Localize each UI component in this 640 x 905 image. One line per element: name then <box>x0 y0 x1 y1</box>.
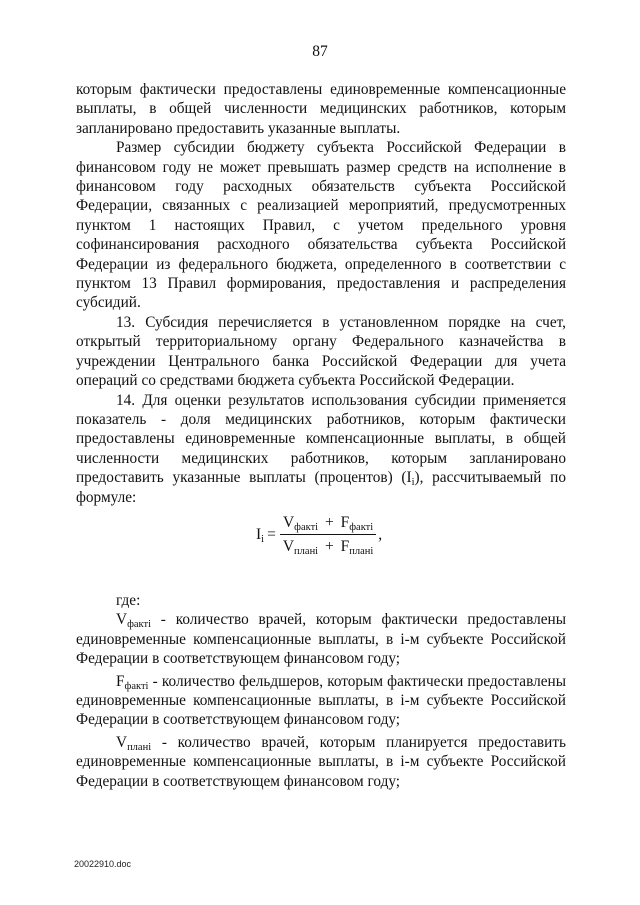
document-body <box>76 80 566 791</box>
page-number: 87 <box>312 43 328 60</box>
formula-lhs: $I_i$ <box>256 526 265 546</box>
formula-numerator: $V_{фактi} + F_{фактi}$ <box>280 513 376 535</box>
paragraph-14 <box>76 391 566 507</box>
definition-v-plan: $V_{планi}$ - количество врачей, которым планируется предоставить единовременные компенсационные выплаты, в i-м субъекте Российской Федерации в соответствующем финансовом году; <box>76 733 566 790</box>
paragraph-13: 13. Субсидия перечисляется в установленном порядке на счет, открытый территориальному органу Федерального казначейства в учреждении Центрального банка Российской Федерации для учета операций со средствами бюджета субъекта Российской Федерации. <box>76 313 566 390</box>
definition-symbol: $F_{фактi}$ <box>116 672 149 692</box>
footer-filename: 20022910.doc <box>74 859 132 869</box>
formula-block <box>76 507 566 591</box>
formula <box>256 513 382 557</box>
paragraph-subsidy-size: Размер субсидии бюджету субъекта Российской Федерации в финансовом году не может превышать размер средств на исполнение в финансовом году расходных обязательств субъекта Российской Федерации, связанных с реализацией мероприятий, предусмотренных пунктом 1 настоящих Правил, с учетом предельного уровня софинансирования расходного обязательства субъекта Российской Федерации из федерального бюджета, определенного в соответствии с пунктом 13 Правил формирования, предоставления и распределения субсидий. <box>76 139 566 312</box>
definition-symbol: $V_{планi}$ <box>116 733 152 753</box>
formula-comma: , <box>378 526 383 544</box>
formula-denominator: $V_{планi} + F_{планi}$ <box>282 538 374 558</box>
formula-equals: = <box>267 526 276 544</box>
definition-symbol: $V_{фактi}$ <box>116 611 151 631</box>
definition-f-fact: $F_{фактi}$ - количество фельдшеров, которым фактически предоставлены единовременные компенсационные выплаты, в i-м субъекте Российской Федерации в соответствующем финансовом году; <box>76 672 566 729</box>
paragraph-continuation: которым фактически предоставлены единовременные компенсационные выплаты, в общей численности медицинских работников, которым запланировано предоставить указанные выплаты. <box>76 81 566 137</box>
formula-fraction <box>280 513 376 557</box>
indicator-symbol: $I_i$ <box>406 469 415 489</box>
where-label: где: <box>116 591 141 609</box>
paragraph-14-text: 14. Для оценки результатов использования субсидии применяется показатель - доля медицинских работников, которым фактически предоставлены единовременные компенсационные выплаты, в общей численности медицинских работников, которым запланировано предоставить указанные выплаты (процентов) ( <box>76 391 566 487</box>
paragraph-14-text-end: ), рассчитываемый по формуле: <box>76 469 566 506</box>
definition-v-fact: $V_{фактi}$ - количество врачей, которым фактически предоставлены единовременные компенсационные выплаты, в i-м субъекте Российской Федерации в соответствующем финансовом году; <box>76 611 566 668</box>
